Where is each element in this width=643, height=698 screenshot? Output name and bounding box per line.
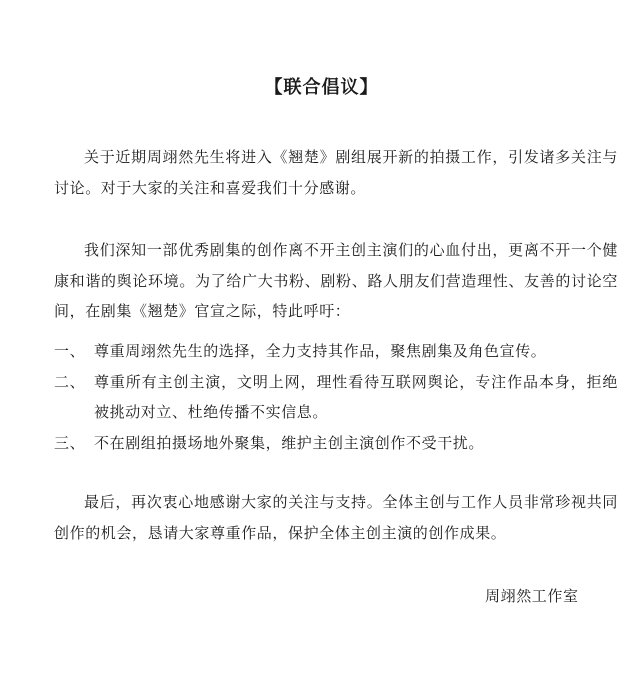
list-item-number: 二、 bbox=[54, 372, 86, 391]
list-item-number: 三、 bbox=[54, 433, 86, 452]
list-item-text: 尊重周翊然先生的选择，全力支持其作品，聚焦剧集及角色宣传。 bbox=[94, 342, 547, 360]
list-item-text: 尊重所有主创主演，文明上网，理性看待互联网舆论，专注作品本身，拒绝被挑动对立、杜绝传播不实信息。 bbox=[94, 372, 618, 421]
list-item bbox=[54, 367, 618, 428]
document-title: 【联合倡议】 bbox=[264, 77, 379, 98]
list-item bbox=[54, 336, 618, 367]
paragraph-closing: 最后，再次衷心地感谢大家的关注与支持。全体主创与工作人员非常珍视共同创作的机会，恳请大家尊重作品，保护全体主创主演的创作成果。 bbox=[54, 493, 618, 542]
signature: 周翊然工作室 bbox=[485, 587, 579, 605]
paragraph-intro: 关于近期周翊然先生将进入《翘楚》剧组展开新的拍摄工作，引发诸多关注与讨论。对于大家的关注和喜爱我们十分感谢。 bbox=[54, 148, 618, 197]
list-item-number: 一、 bbox=[54, 342, 86, 360]
paragraph-appeal: 我们深知一部优秀剧集的创作离不开主创主演们的心血付出，更离不开一个健康和谐的舆论环境。为了给广大书粉、剧粉、路人朋友们营造理性、友善的讨论空间，在剧集《翘楚》官宣之际，特此呼吁： bbox=[54, 241, 618, 320]
list-item bbox=[54, 428, 618, 459]
appeal-list bbox=[54, 336, 618, 458]
list-item-text: 不在剧组拍摄场地外聚集，维护主创主演创作不受干扰。 bbox=[94, 433, 485, 452]
